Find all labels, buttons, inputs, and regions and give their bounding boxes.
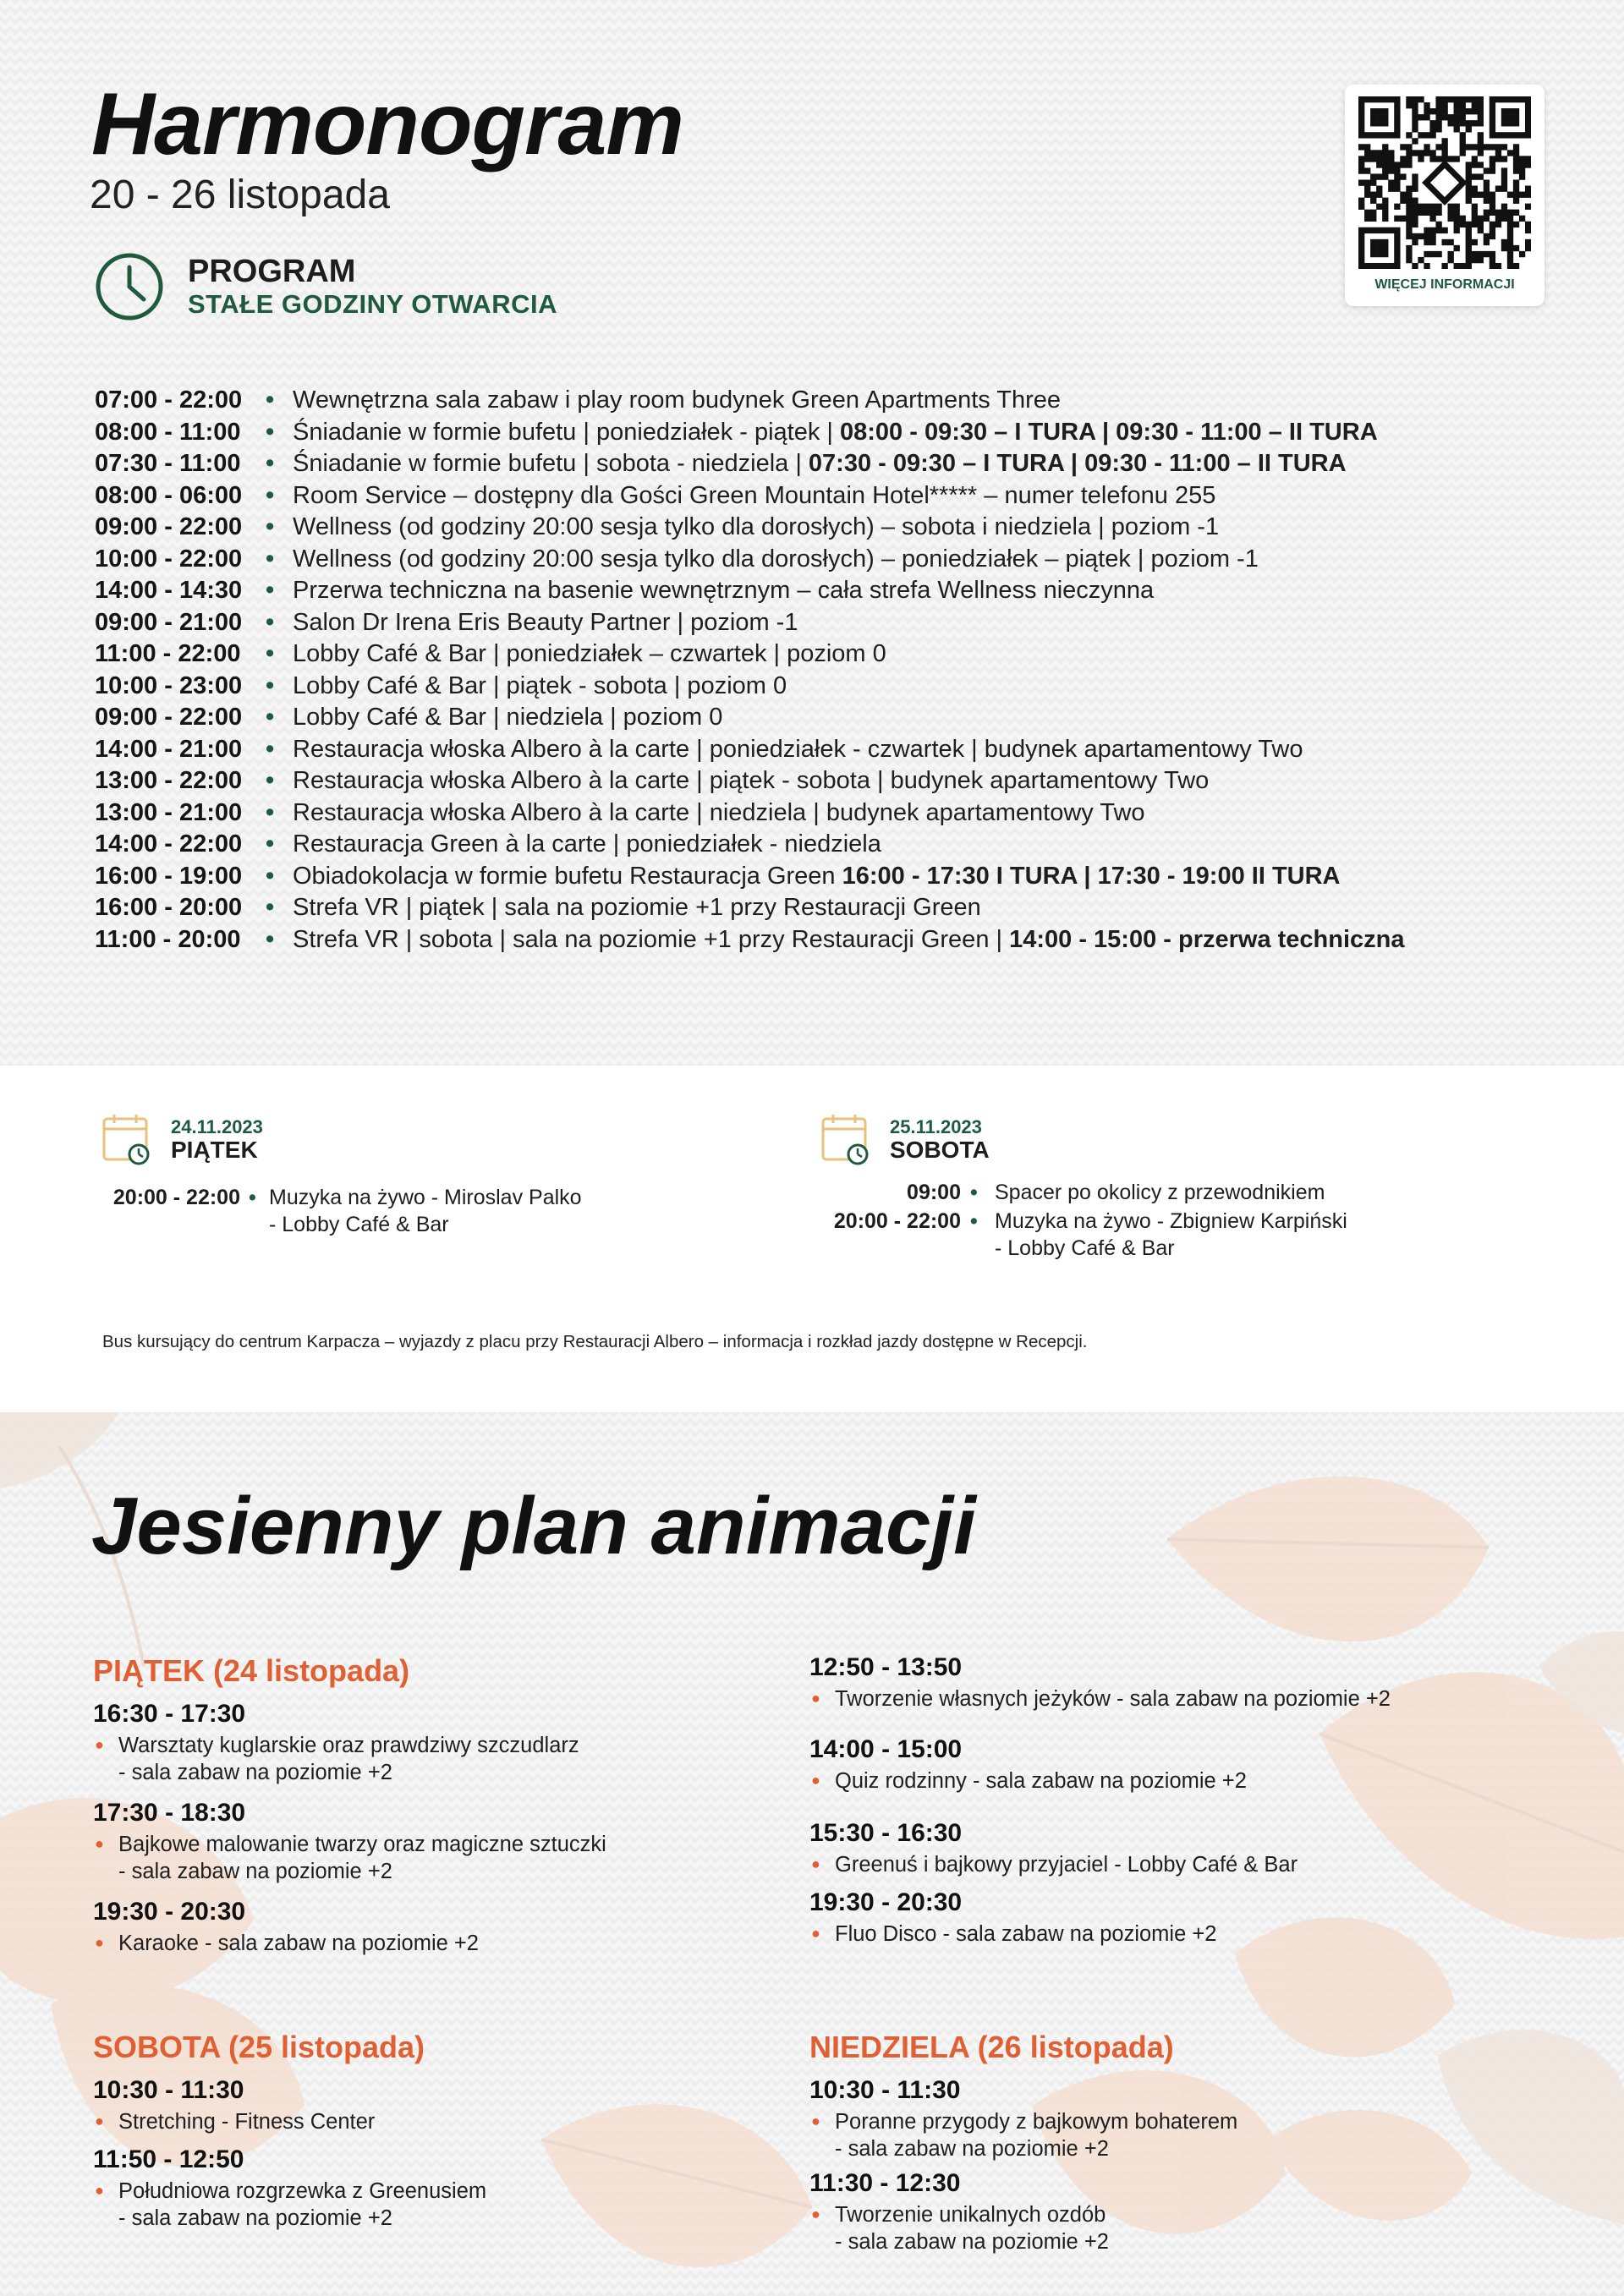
bullet-icon: •: [266, 577, 275, 604]
activity-time: 19:30 - 20:30: [809, 1888, 963, 1916]
date-range: 20 - 26 listopada: [90, 173, 390, 217]
bullet-icon: ●: [95, 2112, 104, 2129]
schedule-time: 16:00 - 20:00: [95, 894, 243, 921]
bullet-icon: •: [266, 608, 275, 636]
bullet-icon: ●: [95, 1835, 104, 1852]
opening-hours-section: [0, 0, 1624, 1066]
bullet-icon: •: [266, 386, 275, 414]
friday-date: 24.11.2023: [171, 1116, 263, 1137]
activity-time: 17:30 - 18:30: [93, 1799, 246, 1827]
bullet-icon: ●: [811, 1855, 820, 1872]
schedule-description: Restauracja Green à la carte | poniedziałek - niedziela: [293, 830, 881, 858]
schedule-time: 13:00 - 22:00: [95, 767, 243, 794]
schedule-row: [95, 417, 1550, 449]
schedule-description: Obiadokolacja w formie bufetu Restauracja Green 16:00 - 17:30 I TURA | 17:30 - 19:00 II TURA: [293, 862, 1341, 890]
schedule-highlight: 14:00 - 15:00 - przerwa techniczna: [1009, 925, 1405, 953]
schedule-row: [95, 861, 1550, 893]
saturday-heading: SOBOTA (25 listopada): [93, 2030, 425, 2064]
schedule-row: [95, 544, 1550, 576]
activity-location: - sala zabaw na poziomie +2: [835, 2230, 1109, 2254]
schedule-time: 16:00 - 19:00: [95, 862, 243, 890]
bullet-icon: ●: [811, 1690, 820, 1707]
activity-line: Stretching - Fitness Center: [118, 2110, 376, 2134]
calendar-clock-icon: [102, 1112, 152, 1166]
schedule-description: Room Service – dostępny dla Gości Green Mountain Hotel***** – numer telefonu 255: [293, 481, 1216, 509]
program-title: PROGRAM: [188, 254, 356, 289]
schedule-description: Wellness (od godziny 20:00 sesja tylko dla dorosłych) – sobota i niedziela | poziom -1: [293, 513, 1220, 540]
schedule-time: 08:00 - 06:00: [95, 481, 243, 509]
activity-line: Tworzenie własnych jeżyków - sala zabaw na poziomie +2: [835, 1687, 1391, 1711]
activity-line: Południowa rozgrzewka z Greenusiem: [118, 2179, 487, 2203]
activity-time: 10:30 - 11:30: [93, 2076, 244, 2104]
activity-description: [835, 1851, 1298, 1878]
schedule-row: [95, 797, 1550, 830]
schedule-row: [95, 892, 1550, 924]
bullet-icon: •: [266, 481, 275, 509]
animation-plan-section: [0, 1412, 1624, 2296]
schedule-description: Restauracja włoska Albero à la carte | piątek - sobota | budynek apartamentowy Two: [293, 767, 1210, 794]
activity-time: 11:30 - 12:30: [809, 2169, 961, 2197]
bullet-icon: •: [266, 798, 275, 826]
friday-day: PIĄTEK: [171, 1137, 258, 1163]
schedule-description: Strefa VR | piątek | sala na poziomie +1 przy Restauracji Green: [293, 894, 981, 921]
schedule-row: [95, 448, 1550, 480]
schedule-time: 14:00 - 22:00: [95, 830, 243, 858]
schedule-row: [95, 638, 1550, 671]
schedule-highlight: 08:00 - 09:30 – I TURA | 09:30 - 11:00 – II TURA: [840, 418, 1378, 446]
saturday-date: 25.11.2023: [890, 1116, 982, 1137]
schedule-time: 09:00 - 22:00: [95, 513, 243, 540]
bullet-icon: •: [266, 418, 275, 446]
schedule-time: 08:00 - 11:00: [95, 418, 241, 446]
event-time: 09:00: [907, 1181, 961, 1204]
activity-description: [118, 2108, 375, 2135]
schedule-time: 09:00 - 22:00: [95, 704, 243, 731]
bullet-icon: •: [266, 767, 275, 794]
activity-line: Poranne przygody z bajkowym bohaterem: [835, 2110, 1238, 2134]
event-location: - Lobby Café & Bar: [995, 1236, 1175, 1260]
schedule-time: 09:00 - 21:00: [95, 608, 243, 636]
bullet-icon: ●: [811, 2206, 820, 2222]
schedule-description: Wewnętrzna sala zabaw i play room budynek Green Apartments Three: [293, 386, 1062, 414]
schedule-row: [95, 512, 1550, 544]
schedule-description: Lobby Café & Bar | niedziela | poziom 0: [293, 704, 723, 731]
schedule-time: 07:30 - 11:00: [95, 450, 241, 477]
activity-description: [835, 1685, 1391, 1712]
events-section: [0, 1066, 1624, 1412]
event-line: Muzyka na żywo - Zbigniew Karpiński: [995, 1209, 1347, 1233]
activity-time: 16:30 - 17:30: [93, 1700, 246, 1728]
event-time: 20:00 - 22:00: [833, 1209, 961, 1233]
schedule-time: 14:00 - 14:30: [95, 577, 243, 604]
activity-line: Quiz rodzinny - sala zabaw na poziomie +2: [835, 1769, 1247, 1793]
bullet-icon: •: [970, 1181, 978, 1204]
schedule-description: Śniadanie w formie bufetu | poniedziałek - piątek | 08:00 - 09:30 – I TURA | 09:30 - 11:00 – II TURA: [293, 418, 1378, 446]
activity-time: 12:50 - 13:50: [809, 1653, 963, 1681]
schedule-description: Wellness (od godziny 20:00 sesja tylko dla dorosłych) – poniedziałek – piątek | poziom -1: [293, 545, 1259, 573]
page-title: Harmonogram: [91, 75, 683, 173]
schedule-description: Strefa VR | sobota | sala na poziomie +1 przy Restauracji Green | 14:00 - 15:00 - przerwa techniczna: [293, 925, 1405, 953]
bullet-icon: •: [266, 704, 275, 731]
schedule-highlight: 16:00 - 17:30 I TURA | 17:30 - 19:00 II TURA: [842, 862, 1341, 890]
activity-description: [835, 1767, 1247, 1795]
activity-description: [835, 1921, 1216, 1948]
clock-icon: [95, 252, 164, 321]
event-description: [269, 1184, 582, 1238]
bullet-icon: •: [266, 735, 275, 763]
bullet-icon: •: [266, 640, 275, 667]
activity-line: Karaoke - sala zabaw na poziomie +2: [118, 1932, 479, 1955]
schedule-time: 14:00 - 21:00: [95, 735, 243, 763]
activity-location: - sala zabaw na poziomie +2: [118, 2206, 392, 2230]
event-line: Spacer po okolicy z przewodnikiem: [995, 1181, 1325, 1204]
event-description: [995, 1208, 1347, 1262]
schedule-row: [95, 575, 1550, 607]
schedule-row: [95, 702, 1550, 734]
schedule-description: Lobby Café & Bar | poniedziałek – czwartek | poziom 0: [293, 640, 886, 667]
schedule-description: Lobby Café & Bar | piątek - sobota | poziom 0: [293, 671, 787, 699]
schedule-time: 11:00 - 22:00: [95, 640, 241, 667]
bullet-icon: •: [266, 450, 275, 477]
schedule-description: Przerwa techniczna na basenie wewnętrznym – cała strefa Wellness nieczynna: [293, 577, 1155, 604]
schedule-row: [95, 734, 1550, 766]
activity-time: 10:30 - 11:30: [809, 2076, 961, 2104]
bullet-icon: ●: [811, 2112, 820, 2129]
event-time: 20:00 - 22:00: [112, 1186, 240, 1209]
activity-line: Tworzenie unikalnych ozdób: [835, 2203, 1106, 2227]
bullet-icon: ●: [95, 1736, 104, 1753]
activity-location: - sala zabaw na poziomie +2: [118, 1761, 392, 1784]
schedule-row: [95, 829, 1550, 861]
activity-location: - sala zabaw na poziomie +2: [118, 1860, 392, 1883]
activity-line: Bajkowe malowanie twarzy oraz magiczne sztuczki: [118, 1833, 606, 1856]
schedule-description: Restauracja włoska Albero à la carte | niedziela | budynek apartamentowy Two: [293, 798, 1145, 826]
schedule-row: [95, 671, 1550, 703]
bullet-icon: •: [266, 671, 275, 699]
schedule-row: [95, 607, 1550, 639]
schedule-time: 11:00 - 20:00: [95, 925, 241, 953]
bus-note: Bus kursujący do centrum Karpacza – wyjazdy z placu przy Restauracji Albero – informacja i rozkład jazdy dostępne w Recepcji.: [102, 1332, 1088, 1351]
bullet-icon: •: [266, 830, 275, 858]
schedule-highlight: 07:30 - 09:30 – I TURA | 09:30 - 11:00 – II TURA: [808, 450, 1347, 477]
bullet-icon: ●: [95, 1934, 104, 1951]
bullet-icon: •: [266, 925, 275, 953]
activity-time: 19:30 - 20:30: [93, 1898, 246, 1926]
bullet-icon: •: [266, 545, 275, 573]
bullet-icon: ●: [811, 1925, 820, 1942]
calendar-clock-icon: [820, 1112, 871, 1166]
qr-code-card[interactable]: [1345, 85, 1544, 306]
activity-line: Warsztaty kuglarskie oraz prawdziwy szczudlarz: [118, 1734, 579, 1757]
activity-line: Fluo Disco - sala zabaw na poziomie +2: [835, 1922, 1217, 1946]
activity-description: [835, 2108, 1237, 2162]
activity-description: [118, 1831, 606, 1885]
schedule-row: [95, 480, 1550, 512]
activity-description: [118, 1930, 479, 1957]
activity-time: 11:50 - 12:50: [93, 2145, 244, 2173]
schedule-time: 07:00 - 22:00: [95, 386, 243, 414]
activity-time: 15:30 - 16:30: [809, 1819, 963, 1847]
bullet-icon: •: [266, 894, 275, 921]
schedule-time: 10:00 - 22:00: [95, 545, 243, 573]
bullet-icon: ●: [95, 2182, 104, 2199]
opening-hours-list: [95, 385, 1550, 956]
activity-location: - sala zabaw na poziomie +2: [835, 2137, 1109, 2161]
schedule-row: [95, 924, 1550, 956]
activity-description: [118, 1732, 579, 1786]
event-description: [995, 1179, 1325, 1206]
activity-time: 14:00 - 15:00: [809, 1735, 963, 1763]
schedule-description: Restauracja włoska Albero à la carte | poniedziałek - czwartek | budynek apartamentowy Two: [293, 735, 1303, 763]
activity-description: [118, 2178, 486, 2232]
sunday-heading: NIEDZIELA (26 listopada): [809, 2030, 1174, 2064]
animation-title: Jesienny plan animacji: [91, 1481, 976, 1571]
bullet-icon: •: [970, 1209, 978, 1233]
bullet-icon: •: [266, 862, 275, 890]
activity-description: [835, 2201, 1109, 2255]
bullet-icon: •: [249, 1186, 256, 1209]
schedule-description: Śniadanie w formie bufetu | sobota - niedziela | 07:30 - 09:30 – I TURA | 09:30 - 11:00 – II TURA: [293, 450, 1347, 477]
bullet-icon: •: [266, 513, 275, 540]
friday-heading: PIĄTEK (24 listopada): [93, 1653, 410, 1688]
event-line: Muzyka na żywo - Miroslav Palko: [269, 1186, 582, 1209]
schedule-time: 10:00 - 23:00: [95, 671, 243, 699]
activity-line: Greenuś i bajkowy przyjaciel - Lobby Café & Bar: [835, 1853, 1298, 1877]
event-location: - Lobby Café & Bar: [269, 1213, 449, 1236]
qr-code-icon: [1358, 96, 1531, 269]
bullet-icon: ●: [811, 1772, 820, 1789]
schedule-row: [95, 385, 1550, 417]
program-subtitle: STAŁE GODZINY OTWARCIA: [188, 289, 557, 319]
schedule-description: Salon Dr Irena Eris Beauty Partner | poziom -1: [293, 608, 798, 636]
schedule-time: 13:00 - 21:00: [95, 798, 243, 826]
schedule-row: [95, 765, 1550, 797]
qr-label: WIĘCEJ INFORMACJI: [1374, 277, 1515, 292]
saturday-day: SOBOTA: [890, 1137, 990, 1163]
